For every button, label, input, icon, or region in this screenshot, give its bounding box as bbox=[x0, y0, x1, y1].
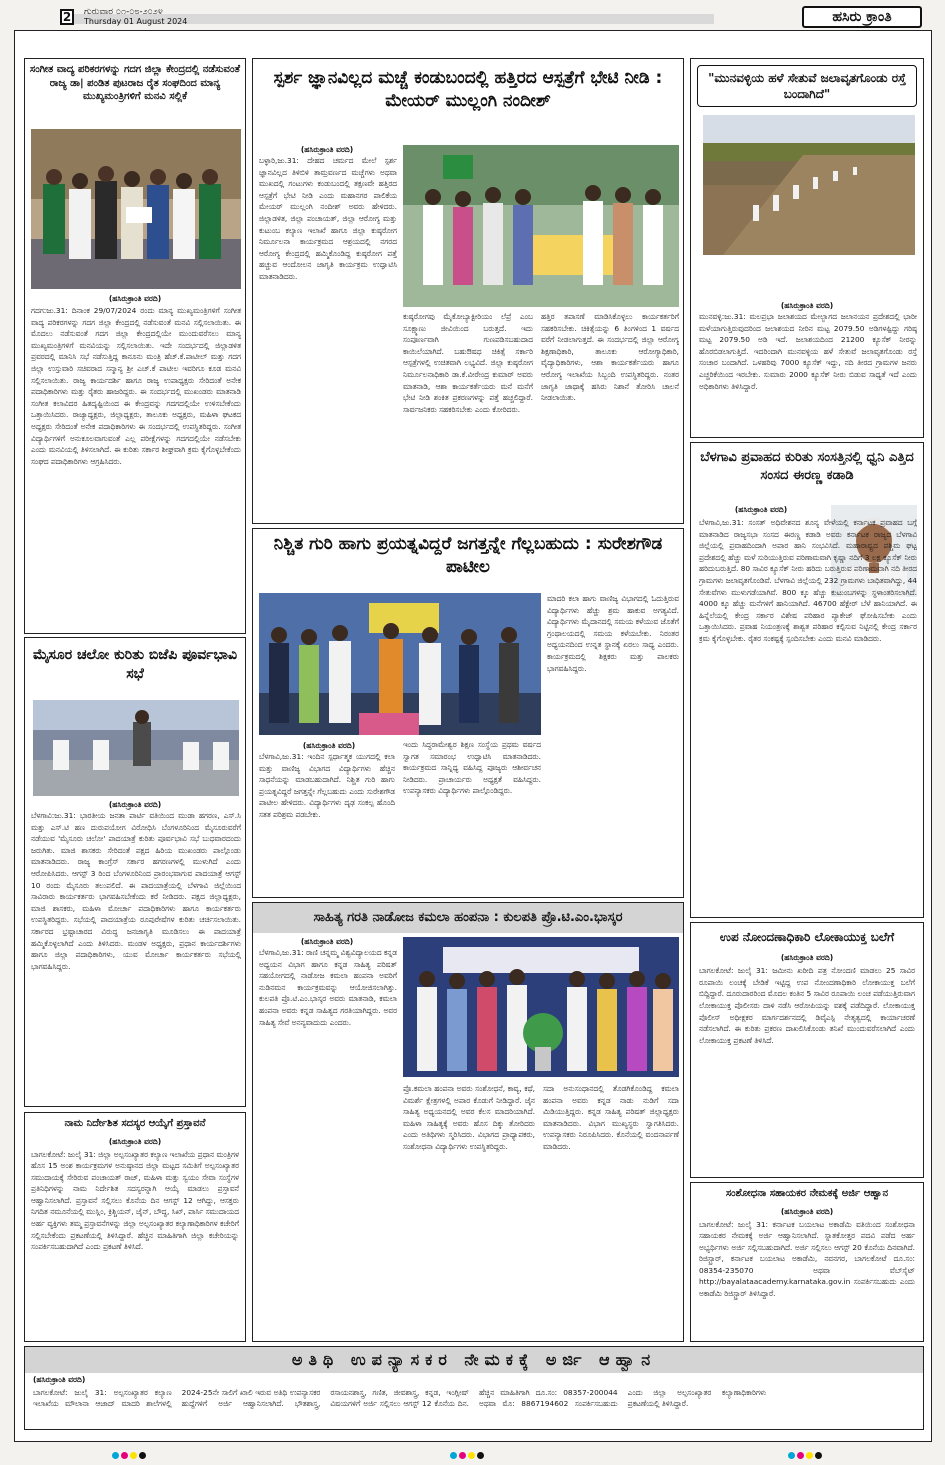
article-center-top bbox=[252, 58, 684, 524]
headline bbox=[697, 65, 917, 107]
byline: (ಹಸಿರುಕ್ರಾಂತಿ ವರದಿ) bbox=[302, 741, 356, 750]
reg-dot-black bbox=[815, 1452, 822, 1459]
paper-name: ಹಸಿರು ಕ್ರಾಂತಿ bbox=[802, 6, 922, 28]
article-center-mid bbox=[252, 528, 684, 898]
article-center-bottom bbox=[252, 902, 684, 1342]
article-body-col1: ಬೆಳಗಾವಿ,ಜು.31: ರಾಣಿ ಚನ್ನಮ್ಮ ವಿಶ್ವವಿದ್ಯಾಲಯದ ಕನ್ನಡ ಅಧ್ಯಯನ ವಿಭಾಗ ಹಾಗೂ ಕನ್ನಡ ಸಾಹಿತ್ಯ ಪರಿಷತ್ ಸಹಯೋಗದಲ್ಲಿ ನಾಡೋಜ ಕಮಲಾ ಹಂಪನಾ ಅವರಿಗೆ ನುಡಿನಮನ ಕಾರ್ಯಕ್ರಮವನ್ನು ಆಯೋಜಿಸಲಾಗಿತ್ತು. ಕುಲಪತಿ ಪ್ರೊ.ಟಿ.ಎಂ.ಭಾಸ್ಕರ ಅವರು ಮಾತನಾಡಿ, ಕಮಲಾ ಹಂಪನಾ ಅವರು ಕನ್ನಡ ಸಾಹಿತ್ಯದ ಗರತಿಯಾಗಿದ್ದರು. ಅವರ ಸಾಹಿತ್ಯ ಸೇವೆ ಅನನ್ಯವಾದುದು ಎಂದರು. bbox=[259, 948, 397, 1027]
article-left-bottom bbox=[24, 1112, 246, 1342]
reg-dot-cyan bbox=[112, 1452, 119, 1459]
date-english: Thursday 01 August 2024 bbox=[84, 17, 188, 26]
headline: ಸಂಶೋಧನಾ ಸಹಾಯಕರ ನೇಮಕಕ್ಕೆ ಅರ್ಜಿ ಆಹ್ವಾನ bbox=[725, 1188, 889, 1199]
headline: ಉಪ ನೋಂದಣಾಧಿಕಾರಿ ಲೋಕಾಯುಕ್ತ ಬಲೆಗೆ bbox=[719, 930, 895, 944]
reg-dot-magenta bbox=[797, 1452, 804, 1459]
byline: (ಹಸಿರುಕ್ರಾಂತಿ ವರದಿ) bbox=[108, 800, 162, 809]
article-body-col2: ಇಂದು ಸಿದ್ಧರಾಮೇಶ್ವರ ಶಿಕ್ಷಣ ಸಂಸ್ಥೆಯ ಪ್ರಥಮ ವರ್ಷದ ಸ್ವಾಗತ ಸಮಾರಂಭ ಉದ್ಘಾಟಿಸಿ ಮಾತನಾಡಿದರು. ಕಾರ್ಯಕ್ರಮದ ಸಾನ್ನಿಧ್ಯ ವಹಿಸಿದ್ದ ಪೂಜ್ಯರು ಆಶೀರ್ವಚನ ನೀಡಿದರು. ಪ್ರಾಚಾರ್ಯರು ಅಧ್ಯಕ್ಷತೆ ವಹಿಸಿದ್ದರು. ಉಪನ್ಯಾಸಕರು ವಿದ್ಯಾರ್ಥಿಗಳು ಪಾಲ್ಗೊಂಡಿದ್ದರು. bbox=[403, 740, 541, 796]
article-body: ಬಾಗಲಕೋಟೆ: ಜುಲೈ 31: ಅಲ್ಪಸಂಖ್ಯಾತರ ಕಲ್ಯಾಣ ಇಲಾಖೆಯ ಮೌಲಾನಾ ಆಜಾದ್ ಮಾದರಿ ಶಾಲೆಗಳಲ್ಲಿ 2024-25ನೇ ಸಾಲಿಗೆ ಖಾಲಿ ಇರುವ ಅತಿಥಿ ಉಪನ್ಯಾಸಕರ ಹುದ್ದೆಗಳಿಗೆ ಅರ್ಜಿ ಆಹ್ವಾನಿಸಲಾಗಿದೆ. ಭೌತಶಾಸ್ತ್ರ, ರಸಾಯನಶಾಸ್ತ್ರ, ಗಣಿತ, ಜೀವಶಾಸ್ತ್ರ, ಕನ್ನಡ, ಇಂಗ್ಲೀಷ್ ವಿಷಯಗಳಿಗೆ ಅರ್ಜಿ ಸಲ್ಲಿಸಲು ಆಗಸ್ಟ್ 12 ಕೊನೆಯ ದಿನ. ಹೆಚ್ಚಿನ ಮಾಹಿತಿಗಾಗಿ ದೂ.ಸಂ: 08357-200044 ಅಥವಾ ಮೊ: 8867194602 ಸಂಪರ್ಕಿಸಬಹುದು ಎಂದು ಜಿಲ್ಲಾ ಅಲ್ಪಸಂಖ್ಯಾತರ ಕಲ್ಯಾಣಾಧಿಕಾರಿಗಳು ಪ್ರಕಟಣೆಯಲ್ಲಿ ತಿಳಿಸಿದ್ದಾರೆ. bbox=[33, 1387, 767, 1409]
article-photo bbox=[703, 115, 915, 255]
article-body: ಬೆಳಗಾವಿ:ಜು.31: ಭಾರತೀಯ ಜನತಾ ಪಾರ್ಟಿ ವತಿಯಿಂದ ಮುಡಾ ಹಗರಣ, ಎಸ್.ಸಿ ಮತ್ತು ಎಸ್.ಟಿ ಹಣ ದುರುಪಯೋಗ ವಿರೋಧಿಸಿ ಬೆಂಗಳೂರಿನಿಂದ ಮೈಸೂರುವರೆಗೆ ನಡೆಯುವ 'ಮೈಸೂರು ಚಲೋ' ಪಾದಯಾತ್ರೆ ಕುರಿತು ಪೂರ್ವಭಾವಿ ಸಭೆ ಬುಧವಾರದಂದು ಜರುಗಿತು. ಮಾಜಿ ಶಾಸಕರು ಸೇರಿದಂತೆ ಪಕ್ಷದ ಹಿರಿಯ ಮುಖಂಡರು ಪಾಲ್ಗೊಂಡು ಮಾತನಾಡಿದರು. ರಾಜ್ಯ ಕಾಂಗ್ರೆಸ್ ಸರ್ಕಾರ ಹಗರಣಗಳಲ್ಲಿ ಮುಳುಗಿದೆ ಎಂದು ಆರೋಪಿಸಿದರು. ಆಗಸ್ಟ್ 3 ರಿಂದ ಬೆಂಗಳೂರಿನಿಂದ ಪ್ರಾರಂಭವಾಗುವ ಪಾದಯಾತ್ರೆ ಆಗಸ್ಟ್ 10 ರಂದು ಮೈಸೂರು ತಲುಪಲಿದೆ. ಈ ಪಾದಯಾತ್ರೆಯಲ್ಲಿ ಬೆಳಗಾವಿ ಜಿಲ್ಲೆಯಿಂದ ಸಾವಿರಾರು ಕಾರ್ಯಕರ್ತರು ಭಾಗವಹಿಸಬೇಕೆಂದು ಕರೆ ನೀಡಿದರು. ಪಕ್ಷದ ಜಿಲ್ಲಾಧ್ಯಕ್ಷರು, ಮಾಜಿ ಶಾಸಕರು, ಮಹಿಳಾ ಮೋರ್ಚಾ ಪದಾಧಿಕಾರಿಗಳು ಹಾಗೂ ಕಾರ್ಯಕರ್ತರು ಉಪಸ್ಥಿತರಿದ್ದರು. ಸಭೆಯಲ್ಲಿ ಪಾದಯಾತ್ರೆಯ ರೂಪುರೇಷೆಗಳ ಕುರಿತು ಚರ್ಚಿಸಲಾಯಿತು. ಸರ್ಕಾರದ ಭ್ರಷ್ಟಾಚಾರದ ವಿರುದ್ಧ ಜನಜಾಗೃತಿ ಮೂಡಿಸಲು ಈ ಪಾದಯಾತ್ರೆ ಹಮ್ಮಿಕೊಳ್ಳಲಾಗಿದೆ ಎಂದು ತಿಳಿಸಿದರು. ಮಂಡಳ ಅಧ್ಯಕ್ಷರು, ಪ್ರಧಾನ ಕಾರ್ಯದರ್ಶಿಗಳು ಹಾಗೂ ಜಿಲ್ಲಾ ಪದಾಧಿಕಾರಿಗಳು, ಯುವ ಮೋರ್ಚಾ ಕಾರ್ಯಕರ್ತರು ಸಭೆಯಲ್ಲಿ ಭಾಗವಹಿಸಿದ್ದರು. bbox=[31, 811, 241, 971]
reg-dot-cyan bbox=[788, 1452, 795, 1459]
byline: (ಹಸಿರುಕ್ರಾಂತಿ ವರದಿ) bbox=[780, 953, 834, 963]
headline: ಬೆಳಗಾವಿ ಪ್ರವಾಹದ ಕುರಿತು ಸಂಸತ್ತಿನಲ್ಲಿ ಧ್ವನಿ ಎತ್ತಿದ ಸಂಸದ ಈರಣ್ಣ ಕಡಾಡಿ bbox=[700, 450, 914, 483]
reg-dot-yellow bbox=[130, 1452, 137, 1459]
headline: ಸ್ಪರ್ಶ ಜ್ಞಾನವಿಲ್ಲದ ಮಚ್ಚೆ ಕಂಡುಬಂದಲ್ಲಿ ಹತ್ತಿರದ ಆಸ್ಪತ್ರೆಗೆ ಭೇಟಿ ನೀಡಿ : ಮೇಯರ್ ಮುಲ್ಲಂಗಿ ನಂದೀಶ್ bbox=[273, 68, 663, 111]
registration-marks-left bbox=[112, 1452, 146, 1459]
article-photo bbox=[259, 593, 541, 735]
date-kannada: ಗುರುವಾರ ೦೧-೦೮-೨೦೨೪ bbox=[84, 7, 163, 17]
masthead bbox=[14, 4, 932, 30]
article-body: ಬಾಗಲಕೋಟೆ: ಜುಲೈ 31: ಕರ್ನಾಟಕ ಬಯಲಾಟ ಅಕಾಡೆಮಿ ವತಿಯಿಂದ ಸಂಶೋಧನಾ ಸಹಾಯಕರ ನೇಮಕಕ್ಕೆ ಅರ್ಜಿ ಆಹ್ವಾನಿಸಲಾಗಿದೆ. ಸ್ನಾತಕೋತ್ತರ ಪದವಿ ಪಡೆದ ಅರ್ಹ ಅಭ್ಯರ್ಥಿಗಳು ಅರ್ಜಿ ಸಲ್ಲಿಸಬಹುದಾಗಿದೆ. ಅರ್ಜಿ ಸಲ್ಲಿಸಲು ಆಗಸ್ಟ್ 20 ಕೊನೆಯ ದಿನವಾಗಿದೆ. ರಿಜಿಸ್ಟ್ರಾರ್, ಕರ್ನಾಟಕ ಬಯಲಾಟ ಅಕಾಡೆಮಿ, ನವನಗರ, ಬಾಗಲಕೋಟೆ ದೂ.ಸಂ: 08354-235070 ಅಥವಾ ವೆಬ್‌ಸೈಟ್ http://bayalataacademy.karnataka.gov.in ಸಂಪರ್ಕಿಸಬಹುದು ಎಂದು ಅಕಾಡೆಮಿ ರಿಜಿಸ್ಟ್ರಾರ್ ತಿಳಿಸಿದ್ದಾರೆ. bbox=[699, 1219, 915, 1299]
article-body-col1: ಬೆಳಗಾವಿ,ಜು.31: ಇಂದಿನ ಸ್ಪರ್ಧಾತ್ಮಕ ಯುಗದಲ್ಲಿ ಕಲಾ ಮತ್ತು ವಾಣಿಜ್ಯ ವಿಭಾಗದ ವಿದ್ಯಾರ್ಥಿಗಳು ಹೆಚ್ಚಿನ ಸಾಧನೆಯನ್ನು ಮಾಡಬಹುದಾಗಿದೆ. ನಿಶ್ಚಿತ ಗುರಿ ಹಾಗು ಪ್ರಯತ್ನವಿದ್ದರೆ ಜಗತ್ತನ್ನೇ ಗೆಲ್ಲಬಹುದು ಎಂದು ಸುರೇಶಗೌಡ ಪಾಟೀಲ ಹೇಳಿದರು. ವಿದ್ಯಾರ್ಥಿಗಳು ದೃಢ ಸಂಕಲ್ಪ ಹೊಂದಿ ಸತತ ಪರಿಶ್ರಮ ಪಡಬೇಕು. bbox=[259, 752, 395, 819]
article-body-col3: ಮಾದರಿ ಕಲಾ ಹಾಗು ವಾಣಿಜ್ಯ ವಿಭಾಗದಲ್ಲಿ ಓದುತ್ತಿರುವ ವಿದ್ಯಾರ್ಥಿಗಳು ಹೆಚ್ಚು ಶ್ರಮ ಹಾಕುವ ಅಗತ್ಯವಿದೆ. ವಿದ್ಯಾರ್ಥಿಗಳು ಮೈದಾನದಲ್ಲಿ ಸಮಯ ಕಳೆಯುವ ಜೊತೆಗೆ ಗ್ರಂಥಾಲಯದಲ್ಲಿ ಸಮಯ ಕಳೆಯಬೇಕು. ನಿರಂತರ ಅಧ್ಯಯನದಿಂದ ಉನ್ನತ ಸ್ಥಾನಕ್ಕೆ ಏರಲು ಸಾಧ್ಯ ಎಂದರು. ಕಾರ್ಯಕ್ರಮದಲ್ಲಿ ಶಿಕ್ಷಕರು ಮತ್ತು ಪಾಲಕರು ಭಾಗವಹಿಸಿದ್ದರು. bbox=[547, 594, 679, 673]
article-photo bbox=[403, 937, 679, 1077]
reg-dot-yellow bbox=[806, 1452, 813, 1459]
article-body: ಮುನವಳ್ಳಿ:ಜು.31: ಮಲಪ್ರಭಾ ಜಲಾಶಯದ ಮೇಲ್ಭಾಗದ ಜಲಾನಯನ ಪ್ರದೇಶದಲ್ಲಿ ಭಾರೀ ಮಳೆಯಾಗುತ್ತಿರುವುದರಿಂದ ಜಲಾಶಯದ ನೀರಿನ ಮಟ್ಟ 2079.50 ಅಡಿಗಳಷ್ಟಿದ್ದು ಗರಿಷ್ಠ ಮಟ್ಟ 2079.50 ಅಡಿ ಇದೆ. ಜಲಾಶಯದಿಂದ 21200 ಕ್ಯೂಸೆಕ್ ನೀರನ್ನು ಹೊರಬಿಡಲಾಗುತ್ತಿದೆ. ಇದರಿಂದಾಗಿ ಮುನವಳ್ಳಿಯ ಹಳೆ ಸೇತುವೆ ಜಲಾವೃತಗೊಂಡು ರಸ್ತೆ ಸಂಚಾರ ಬಂದಾಗಿದೆ. ಒಳಹರಿವು 7000 ಕ್ಯೂಸೆಕ್ ಇದ್ದು, ನದಿ ತೀರದ ಗ್ರಾಮಗಳ ಜನರು ಎಚ್ಚರಿಕೆಯಿಂದ ಇರಬೇಕು. ಸುಮಾರು 2000 ಕ್ಯೂಸೆಕ್ ನೀರು ಬಿಡುವ ಸಾಧ್ಯತೆ ಇದೆ ಎಂದು ಅಧಿಕಾರಿಗಳು ತಿಳಿಸಿದ್ದಾರೆ. bbox=[699, 312, 917, 391]
byline: (ಹಸಿರುಕ್ರಾಂತಿ ವರದಿ) bbox=[300, 937, 354, 946]
reg-dot-yellow bbox=[468, 1452, 475, 1459]
reg-dot-black bbox=[139, 1452, 146, 1459]
article-body-col1: ಬಳ್ಳಾರಿ,ಜು.31: ದೇಹದ ಚರ್ಮದ ಮೇಲೆ ಸ್ಪರ್ಶ ಜ್ಞಾನವಿಲ್ಲದ ತಿಳಿಬಿಳಿ ತಾಮ್ರವರ್ಣದ ಮಚ್ಚೆಗಳು ಅಥವಾ ಮುಖದಲ್ಲಿ ಗಂಟುಗಳು ಕಂಡುಬಂದಲ್ಲಿ ತಕ್ಷಣವೇ ಹತ್ತಿರದ ಆಸ್ಪತ್ರೆಗೆ ಭೇಟಿ ನೀಡಿ ಎಂದು ಮಹಾನಗರ ಪಾಲಿಕೆಯ ಮೇಯರ್ ಮುಲ್ಲಂಗಿ ನಂದೀಶ್ ಅವರು ಹೇಳಿದರು. ಜಿಲ್ಲಾಡಳಿತ, ಜಿಲ್ಲಾ ಪಂಚಾಯತ್, ಜಿಲ್ಲಾ ಆರೋಗ್ಯ ಮತ್ತು ಕುಟುಂಬ ಕಲ್ಯಾಣ ಇಲಾಖೆ ಹಾಗೂ ಜಿಲ್ಲಾ ಕುಷ್ಠರೋಗ ನಿರ್ಮೂಲನಾ ಕಾರ್ಯಕ್ರಮದ ಆಶ್ರಯದಲ್ಲಿ ನಗರದ ಆರೋಗ್ಯ ಕೇಂದ್ರದಲ್ಲಿ ಹಮ್ಮಿಕೊಂಡಿದ್ದ ಕುಷ್ಠರೋಗ ಪತ್ತೆ ಹಚ್ಚುವ ಆಂದೋಲನ ಜಾಗೃತಿ ಕಾರ್ಯಕ್ರಮ ಉದ್ಘಾಟಿಸಿ ಮಾತನಾಡಿದರು. bbox=[259, 156, 397, 281]
headline: ಸಾಹಿತ್ಯ ಗರತಿ ನಾಡೋಜ ಕಮಲಾ ಹಂಪನಾ : ಕುಲಪತಿ ಪ್ರೊ.ಟಿ.ಎಂ.ಭಾಸ್ಕರ bbox=[253, 903, 683, 933]
reg-dot-magenta bbox=[459, 1452, 466, 1459]
article-left-top bbox=[24, 58, 246, 634]
article-photo bbox=[31, 129, 241, 289]
headline-text: "ಮುನವಳ್ಳಿಯ ಹಳೆ ಸೇತುವೆ ಜಲಾವೃತಗೊಂಡು ರಸ್ತೆ ಬಂದಾಗಿದೆ" bbox=[708, 71, 906, 102]
headline: ನಿಶ್ಚಿತ ಗುರಿ ಹಾಗು ಪ್ರಯತ್ನವಿದ್ದರೆ ಜಗತ್ತನ್ನೇ ಗೆಲ್ಲಬಹುದು : ಸುರೇಶಗೌಡ ಪಾಟೀಲ bbox=[273, 534, 663, 577]
registration-marks-center bbox=[450, 1452, 484, 1459]
headline: ಅತಿಥಿ ಉಪನ್ಯಾಸಕರ ನೇಮಕಕ್ಕೆ ಅರ್ಜಿ ಆಹ್ವಾನ bbox=[25, 1347, 923, 1373]
article-body-col2: ಪ್ರೊ.ಕಮಲಾ ಹಂಪನಾ ಅವರು ಸಂಶೋಧನೆ, ಕಾವ್ಯ, ಕಥೆ, ವಿಮರ್ಶೆ ಕ್ಷೇತ್ರಗಳಲ್ಲಿ ಅಪಾರ ಕೊಡುಗೆ ನೀಡಿದ್ದಾರೆ. ಜೈನ ಸಾಹಿತ್ಯ ಅಧ್ಯಯನದಲ್ಲಿ ಅವರ ಕೆಲಸ ಮಾದರಿಯಾಗಿದೆ. ಮಹಿಳಾ ಸಾಹಿತ್ಯಕ್ಕೆ ಅವರು ಹೊಸ ದಿಕ್ಕು ತೋರಿದರು ಎಂದು ಅತಿಥಿಗಳು ಸ್ಮರಿಸಿದರು. ವಿಭಾಗದ ಪ್ರಾಧ್ಯಾಪಕರು, ಸಂಶೋಧನಾ ವಿದ್ಯಾರ್ಥಿಗಳು ಉಪಸ್ಥಿತರಿದ್ದರು. bbox=[403, 1084, 535, 1151]
article-body-col3: ಸದಾ ಅನುಸಂಧಾನದಲ್ಲಿ ತೊಡಗಿಕೊಂಡಿದ್ದ ಕಮಲಾ ಹಂಪನಾ ಅವರು ಕನ್ನಡ ನಾಡು ನುಡಿಗೆ ಸದಾ ಮಿಡಿಯುತ್ತಿದ್ದರು. ಕನ್ನಡ ಸಾಹಿತ್ಯ ಪರಿಷತ್ ಜಿಲ್ಲಾಧ್ಯಕ್ಷರು ಮಾತನಾಡಿದರು. ವಿಭಾಗ ಮುಖ್ಯಸ್ಥರು ಸ್ವಾಗತಿಸಿದರು. ಉಪನ್ಯಾಸಕರು ನಿರೂಪಿಸಿದರು. ಕೊನೆಯಲ್ಲಿ ವಂದನಾರ್ಪಣೆ ಮಾಡಿದರು. bbox=[543, 1084, 679, 1151]
article-right-mid bbox=[690, 442, 924, 918]
byline: (ಹಸಿರುಕ್ರಾಂತಿ ವರದಿ) bbox=[108, 1136, 162, 1146]
reg-dot-cyan bbox=[450, 1452, 457, 1459]
article-body-col2: ಕುಷ್ಠರೋಗವು ಮೈಕೋಬ್ಯಾಕ್ಟೀರಿಯಂ ಲೆಪ್ರೆ ಎಂಬ ಸೂಕ್ಷ್ಮಾಣು ಜೀವಿಯಿಂದ ಬರುತ್ತದೆ. ಇದು ಸಂಪೂರ್ಣವಾಗಿ ಗುಣಪಡಿಸಬಹುದಾದ ಕಾಯಿಲೆಯಾಗಿದೆ. ಬಹುಔಷಧ ಚಿಕಿತ್ಸೆ ಸರ್ಕಾರಿ ಆಸ್ಪತ್ರೆಗಳಲ್ಲಿ ಉಚಿತವಾಗಿ ಲಭ್ಯವಿದೆ. ಜಿಲ್ಲಾ ಕುಷ್ಠರೋಗ ನಿರ್ಮೂಲನಾಧಿಕಾರಿ ಡಾ.ಕೆ.ವೀರೇಂದ್ರ ಕುಮಾರ್ ಅವರು ಮಾತನಾಡಿ, ಆಶಾ ಕಾರ್ಯಕರ್ತೆಯರು ಮನೆ ಮನೆಗೆ ಭೇಟಿ ನೀಡಿ ಶಂಕಿತ ಪ್ರಕರಣಗಳನ್ನು ಪತ್ತೆ ಹಚ್ಚಲಿದ್ದಾರೆ. ಸಾರ್ವಜನಿಕರು ಸಹಕರಿಸಬೇಕು ಎಂದು ಕೋರಿದರು. bbox=[403, 312, 533, 414]
headline: ಸಂಗೀತ ವಾದ್ಯ ಪರಿಕರಗಳನ್ನು ಗದಗ ಜಿಲ್ಲಾ ಕೇಂದ್ರದಲ್ಲಿ ನಡೆಸುವಂತೆ ರಾಜ್ಯ ಡಾ| ಪಂಡಿತ ಪುಟರಾಜ ರೈತ ಸಂಘದಿಂದ ಮಾನ್ಯ ಮುಖ್ಯಮಂತ್ರಿಗಳಿಗೆ ಮನವಿ ಸಲ್ಲಿಕೆ bbox=[29, 64, 241, 102]
byline: (ಹಸಿರುಕ್ರಾಂತಿ ವರದಿ) bbox=[300, 145, 354, 154]
article-right-lower bbox=[690, 922, 924, 1178]
registration-marks-right bbox=[788, 1452, 822, 1459]
article-left-mid bbox=[24, 637, 246, 1107]
byline: (ಹಸಿರುಕ್ರಾಂತಿ ವರದಿ) bbox=[33, 1374, 86, 1384]
article-body: ಬಾಗಲಕೋಟೆ: ಜುಲೈ 31: ಜಿಲ್ಲಾ ಅಲ್ಪಸಂಖ್ಯಾತರ ಕಲ್ಯಾಣ ಇಲಾಖೆಯ ಪ್ರಧಾನ ಮಂತ್ರಿಗಳ ಹೊಸ 15 ಅಂಶ ಕಾರ್ಯಕ್ರಮಗಳ ಅನುಷ್ಠಾನದ ಜಿಲ್ಲಾ ಮಟ್ಟದ ಸಮಿತಿಗೆ ಅಲ್ಪಸಂಖ್ಯಾತರ ಸಮುದಾಯಕ್ಕೆ ಸೇರಿರುವ ಪಂಚಾಯತ್ ರಾಜ್, ಮಹಿಳಾ ಮತ್ತು ಸ್ವಯಂ ಸೇವಾ ಸಂಸ್ಥೆಗಳ ಪ್ರತಿನಿಧಿಗಳನ್ನು ನಾಮ ನಿರ್ದೇಶಿತ ಸದಸ್ಯರನ್ನಾಗಿ ಆಯ್ಕೆ ಮಾಡಲು ಪ್ರಸ್ತಾವನೆ ಆಹ್ವಾನಿಸಲಾಗಿದೆ. ಪ್ರಸ್ತಾವನೆ ಸಲ್ಲಿಸಲು ಕೊನೆಯ ದಿನ ಆಗಸ್ಟ್ 12 ಆಗಿದ್ದು, ಆಸಕ್ತರು ನಿಗದಿತ ನಮೂನೆಯಲ್ಲಿ ಮುಸ್ಲಿಂ, ಕ್ರಿಶ್ಚಿಯನ್, ಜೈನ್, ಬೌದ್ಧ, ಸಿಖ್, ಪಾರ್ಸಿ ಸಮುದಾಯದ ಅರ್ಹ ವ್ಯಕ್ತಿಗಳು ತಮ್ಮ ಪ್ರಸ್ತಾವನೆಗಳನ್ನು ಜಿಲ್ಲಾ ಅಲ್ಪಸಂಖ್ಯಾತರ ಕಲ್ಯಾಣಾಧಿಕಾರಿಗಳ ಕಚೇರಿಗೆ ಸಲ್ಲಿಸಬೇಕೆಂದು ಪ್ರಕಟಣೆಯಲ್ಲಿ ತಿಳಿಸಿದ್ದಾರೆ. ಹೆಚ್ಚಿನ ಮಾಹಿತಿಗಾಗಿ ಜಿಲ್ಲಾ ಕಚೇರಿಯನ್ನು ಸಂಪರ್ಕಿಸಬಹುದಾಗಿದೆ ಎಂದು ಪ್ರಕಟಣೆ ತಿಳಿಸಿದೆ. bbox=[31, 1149, 240, 1252]
article-right-top bbox=[690, 58, 924, 438]
article-body: ಗದಗ:ಜು.31: ದಿನಾಂಕ 29/07/2024 ರಂದು ಮಾನ್ಯ ಮುಖ್ಯಮಂತ್ರಿಗಳಿಗೆ ಸಂಗೀತ ವಾದ್ಯ ಪರಿಕರಗಳನ್ನು ಗದಗ ಜಿಲ್ಲಾ ಕೇಂದ್ರದಲ್ಲಿ ನಡೆಸುವಂತೆ ಮನವಿ ಸಲ್ಲಿಸಲಾಯಿತು. ಈ ಮೊದಲು ನಡೆಸುವಂತೆ ಗದಗ ಜಿಲ್ಲಾ ಕೇಂದ್ರದಲ್ಲಿಯೇ ಮುಂದುವರೆಸಲು ಮಾನ್ಯ ಮುಖ್ಯಮಂತ್ರಿಗಳಿಗೆ ಮನವಿಯನ್ನು ಸಲ್ಲಿಸಲಾಯಿತು. ಇದೇ ಸಂದರ್ಭದಲ್ಲಿ ಜಿಲ್ಲಾಡಳಿತ ಪ್ರವರದಲ್ಲಿ ಮಾನಿಸಿ ಸಭೆ ನಡೆಸುತ್ತಿದ್ದ ಕಾನೂನು ಮಂತ್ರಿ ಹೆಚ್.ಕೆ.ಪಾಟೀಲ್ ಮತ್ತು ಗದಗ ಜಿಲ್ಲಾ ಉಸ್ತುವಾರಿ ಸಚಿವರಾದ ಸನ್ಮಾನ್ಯ ಶ್ರೀ ಎಚ್.ಕೆ ಪಾಟೀಲ ಇವರಿಗೂ ಕೂಡ ಮನವಿ ಸಲ್ಲಿಸಲಾಯಿತು. ರಾಜ್ಯ ಕಾರ್ಯದರ್ಶಿ ಹಾಗೂ ರಾಜ್ಯ ಉಪಾಧ್ಯಕ್ಷರು ಸೇರಿದಂತೆ ಅನೇಕ ಪದಾಧಿಕಾರಿಗಳು ಮತ್ತು ರೈತರು ಹಾಜರಿದ್ದರು. ಈ ಸಂದರ್ಭದಲ್ಲಿ ಮುಖಂಡರು ಮಾತನಾಡಿ ಸಂಗೀತ ಕಲಾವಿದರ ಹಿತದೃಷ್ಟಿಯಿಂದ ಈ ಕೇಂದ್ರವನ್ನು ಗದಗದಲ್ಲಿಯೇ ಉಳಿಸಬೇಕೆಂದು ಒತ್ತಾಯಿಸಿದರು. ರಾಜ್ಯಾಧ್ಯಕ್ಷರು, ಜಿಲ್ಲಾಧ್ಯಕ್ಷರು, ತಾಲೂಕು ಅಧ್ಯಕ್ಷರು, ಮಹಿಳಾ ಘಟಕದ ಅಧ್ಯಕ್ಷರು ಸೇರಿದಂತೆ ಅನೇಕ ಪದಾಧಿಕಾರಿಗಳು ಈ ಸಂದರ್ಭದಲ್ಲಿ ಉಪಸ್ಥಿತರಿದ್ದರು. ಸಂಗೀತ ವಿದ್ಯಾರ್ಥಿಗಳಿಗೆ ಅನುಕೂಲವಾಗುವಂತೆ ಎಲ್ಲ ಪರೀಕ್ಷೆಗಳನ್ನು ಗದಗದಲ್ಲಿಯೇ ನಡೆಸಬೇಕು ಎಂದು ಮನವಿಯಲ್ಲಿ ತಿಳಿಸಲಾಗಿದೆ. ಈ ಕುರಿತು ಸರ್ಕಾರ ಶೀಘ್ರವಾಗಿ ಕ್ರಮ ಕೈಗೊಳ್ಳಬೇಕೆಂದು ಸಂಘದ ಪದಾಧಿಕಾರಿಗಳು ಆಗ್ರಹಿಸಿದರು. bbox=[31, 306, 241, 466]
headline: ನಾಮ ನಿರ್ದೇಶಿತ ಸದಸ್ಯರ ಆಯ್ಕೆಗೆ ಪ್ರಸ್ತಾವನೆ bbox=[64, 1118, 206, 1129]
reg-dot-black bbox=[477, 1452, 484, 1459]
headline: ಮೈಸೂರ ಚಲೋ ಕುರಿತು ಬಿಜೆಪಿ ಪೂರ್ವಭಾವಿ ಸಭೆ bbox=[33, 647, 237, 682]
page-number: 2 bbox=[60, 9, 74, 25]
reg-dot-magenta bbox=[121, 1452, 128, 1459]
article-photo bbox=[403, 145, 679, 307]
article-body-col3: ಹತ್ತಿರ ತಪಾಸಣೆ ಮಾಡಿಸಿಕೊಳ್ಳಲು ಕಾರ್ಯಕರ್ತರಿಗೆ ಸಹಕರಿಸಬೇಕು. ಚಿಕಿತ್ಸೆಯನ್ನು 6 ತಿಂಗಳಿಂದ 1 ವರ್ಷದ ವರೆಗೆ ನೀಡಲಾಗುತ್ತದೆ. ಈ ಸಂದರ್ಭದಲ್ಲಿ ಜಿಲ್ಲಾ ಆರೋಗ್ಯ ಶಿಕ್ಷಣಾಧಿಕಾರಿ, ತಾಲೂಕು ಆರೋಗ್ಯಾಧಿಕಾರಿ, ವೈದ್ಯಾಧಿಕಾರಿಗಳು, ಆಶಾ ಕಾರ್ಯಕರ್ತೆಯರು ಹಾಗೂ ಆರೋಗ್ಯ ಇಲಾಖೆಯ ಸಿಬ್ಬಂದಿ ಉಪಸ್ಥಿತರಿದ್ದರು. ನಂತರ ಜಾಗೃತಿ ಜಾಥಾಕ್ಕೆ ಹಸಿರು ನಿಶಾನೆ ತೋರಿಸಿ ಚಾಲನೆ ನೀಡಲಾಯಿತು. bbox=[541, 312, 679, 403]
article-body: ಬಾಗಲಕೋಟೆ: ಜುಲೈ 31: ಜಮೀನು ಖರೀದಿ ಪತ್ರ ನೋಂದಣಿ ಮಾಡಲು 25 ಸಾವಿರ ರೂಪಾಯಿ ಲಂಚಕ್ಕೆ ಬೇಡಿಕೆ ಇಟ್ಟಿದ್ದ ಉಪ ನೋಂದಣಾಧಿಕಾರಿ ಲೋಕಾಯುಕ್ತ ಬಲೆಗೆ ಬಿದ್ದಿದ್ದಾರೆ. ದೂರುದಾರರಿಂದ ಮೊದಲ ಕಂತಿನ 5 ಸಾವಿರ ರೂಪಾಯಿ ಲಂಚ ಪಡೆಯುತ್ತಿರುವಾಗ ಲೋಕಾಯುಕ್ತ ಪೊಲೀಸರು ದಾಳಿ ನಡೆಸಿ ಆರೋಪಿಯನ್ನು ವಶಕ್ಕೆ ಪಡೆದಿದ್ದಾರೆ. ಲೋಕಾಯುಕ್ತ ಪೊಲೀಸ್ ಅಧೀಕ್ಷಕರ ಮಾರ್ಗದರ್ಶನದಲ್ಲಿ ಡಿವೈಎಸ್ಪಿ ನೇತೃತ್ವದಲ್ಲಿ ಕಾರ್ಯಾಚರಣೆ ನಡೆಸಲಾಗಿದೆ. ಈ ಕುರಿತು ಪ್ರಕರಣ ದಾಖಲಿಸಿಕೊಂಡು ತನಿಖೆ ಮುಂದುವರೆಸಲಾಗಿದೆ ಎಂದು ಲೋಕಾಯುಕ್ತ ಪ್ರಕಟಣೆ ತಿಳಿಸಿದೆ. bbox=[699, 966, 915, 1045]
article-bottom-banner bbox=[24, 1346, 924, 1430]
byline: (ಹಸಿರುಕ್ರಾಂತಿ ವರದಿ) bbox=[780, 301, 834, 310]
article-right-bottom bbox=[690, 1182, 924, 1342]
byline: (ಹಸಿರುಕ್ರಾಂತಿ ವರದಿ) bbox=[108, 294, 162, 303]
article-photo bbox=[33, 700, 239, 796]
article-body: ಬೆಳಗಾವಿ,ಜು.31: ಸಂಸತ್ ಅಧಿವೇಶನದ ಶೂನ್ಯ ವೇಳೆಯಲ್ಲಿ ಕರ್ನಾಟಕ ಪ್ರವಾಹದ ಬಗ್ಗೆ ಮಾತನಾಡಿದ ರಾಜ್ಯಸಭಾ ಸಂಸದ ಈರಣ್ಣ ಕಡಾಡಿ ಅವರು ಕರ್ನಾಟಕ ರಾಜ್ಯದ ಬೆಳಗಾವಿ ಜಿಲ್ಲೆಯಲ್ಲಿ ಪ್ರವಾಹದಿಂದಾಗಿ ಅಪಾರ ಹಾನಿ ಸಂಭವಿಸಿದೆ. ಮಹಾರಾಷ್ಟ್ರದ ಪಶ್ಚಿಮ ಘಟ್ಟ ಪ್ರದೇಶದಲ್ಲಿ ಹೆಚ್ಚು ಮಳೆ ಸುರಿಯುತ್ತಿರುವ ಪರಿಣಾಮವಾಗಿ ಕೃಷ್ಣಾ ನದಿಗೆ 3 ಲಕ್ಷ ಕ್ಯೂಸೆಕ್ ನೀರು ಹರಿದುಬರುತ್ತಿದೆ. 80 ಸಾವಿರ ಕ್ಯೂಸೆಕ್ ನೀರು ಹರಿದು ಬರುತ್ತಿರುವ ಪರಿಣಾಮವಾಗಿ ನದಿ ತೀರದ ಗ್ರಾಮಗಳು ಜಲಾವೃತಗೊಂಡಿವೆ. ಬೆಳಗಾವಿ ಜಿಲ್ಲೆಯಲ್ಲಿ 232 ಗ್ರಾಮಗಳು ಬಾಧಿತವಾಗಿದ್ದು, 44 ಸೇತುವೆಗಳು ಮುಳುಗಡೆಯಾಗಿವೆ. 800 ಕ್ಕೂ ಹೆಚ್ಚು ಕುಟುಂಬಗಳನ್ನು ಸ್ಥಳಾಂತರಿಸಲಾಗಿದೆ. 4000 ಕ್ಕೂ ಹೆಚ್ಚು ಮನೆಗಳಿಗೆ ಹಾನಿಯಾಗಿದೆ. 46700 ಹೆಕ್ಟೇರ್ ಬೆಳೆ ಹಾನಿಯಾಗಿದೆ. ಈ ಹಿನ್ನೆಲೆಯಲ್ಲಿ ಕೇಂದ್ರ ಸರ್ಕಾರ ವಿಶೇಷ ಪರಿಹಾರ ಪ್ಯಾಕೇಜ್ ಘೋಷಿಸಬೇಕು ಎಂದು ಒತ್ತಾಯಿಸಿದರು. ಪ್ರವಾಹ ನಿಯಂತ್ರಣಕ್ಕೆ ಶಾಶ್ವತ ಪರಿಹಾರ ಕಲ್ಪಿಸುವ ನಿಟ್ಟಿನಲ್ಲಿ ಕೇಂದ್ರ ಸರ್ಕಾರ ಕ್ರಮ ಕೈಗೊಳ್ಳಬೇಕು. ರೈತರ ಸಂಕಷ್ಟಕ್ಕೆ ಸ್ಪಂದಿಸಬೇಕು ಎಂದು ಮನವಿ ಮಾಡಿದರು. bbox=[699, 518, 917, 643]
byline: (ಹಸಿರುಕ್ರಾಂತಿ ವರದಿ) bbox=[780, 1206, 834, 1216]
byline: (ಹಸಿರುಕ್ರಾಂತಿ ವರದಿ) bbox=[734, 505, 788, 514]
